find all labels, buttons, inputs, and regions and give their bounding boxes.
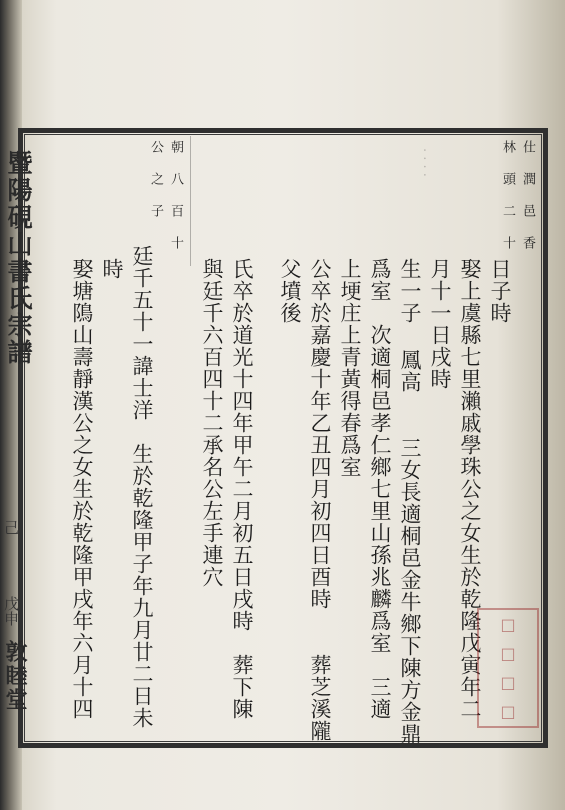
bleed-through: . . . . xyxy=(420,148,435,177)
seal-char: □ xyxy=(500,702,516,721)
annotation-2: 林 頭 二 十 xyxy=(500,140,515,251)
seal-char: □ xyxy=(500,615,516,634)
text-column-3: 月十一日戌時 xyxy=(428,258,452,390)
text-column-10: 與廷千六百四十二承名公左手連穴 xyxy=(200,258,224,588)
text-column-13: 娶塘隝山壽靜漢公之女生於乾隆甲戌年六月十四 xyxy=(70,258,94,720)
text-column-4: 生一子 鳳高 三女長適桐邑金牛鄉下陳方金鼎 xyxy=(398,258,422,745)
edge-title: 暨陽硯山書氏宗譜 xyxy=(4,150,33,366)
text-column-2: 娶上虞縣七里瀨戚學珠公之女生於乾隆戊寅年二 xyxy=(458,258,482,720)
fold-mark-1: 己 xyxy=(2,520,20,535)
text-column-9: 氏卒於道光十四年甲午二月初五日戌時 葬下陳 xyxy=(230,258,254,720)
fold-mark-2: 戊申 xyxy=(2,596,20,626)
hall-name: 敦睦堂 xyxy=(2,640,28,712)
text-column-7: 公卒於嘉慶十年乙丑四月初四日酉時 葬芝溪隴 xyxy=(308,258,332,742)
annotation-4: 公 之 子 xyxy=(148,140,163,219)
text-column-1: 日子時 xyxy=(488,258,512,324)
text-column-6: 上埂庄上青黃得春爲室 xyxy=(338,258,362,478)
seal-char: □ xyxy=(500,644,516,663)
red-seal-stamp xyxy=(477,608,539,728)
annotation-1: 仕 潤 邑 香 xyxy=(520,140,535,251)
seal-char: □ xyxy=(500,673,516,692)
divider xyxy=(190,136,191,266)
text-column-12: 時 xyxy=(100,258,124,280)
text-column-11: 廷千五十一諱士洋 生於乾隆甲子年九月廿二日未 xyxy=(130,245,154,729)
annotation-3: 朝 八 百 十 xyxy=(168,140,183,251)
text-column-5: 爲室 次適桐邑孝仁鄉七里山孫兆麟爲室 三適 xyxy=(368,258,392,720)
text-column-8: 父墳後 xyxy=(278,258,302,324)
